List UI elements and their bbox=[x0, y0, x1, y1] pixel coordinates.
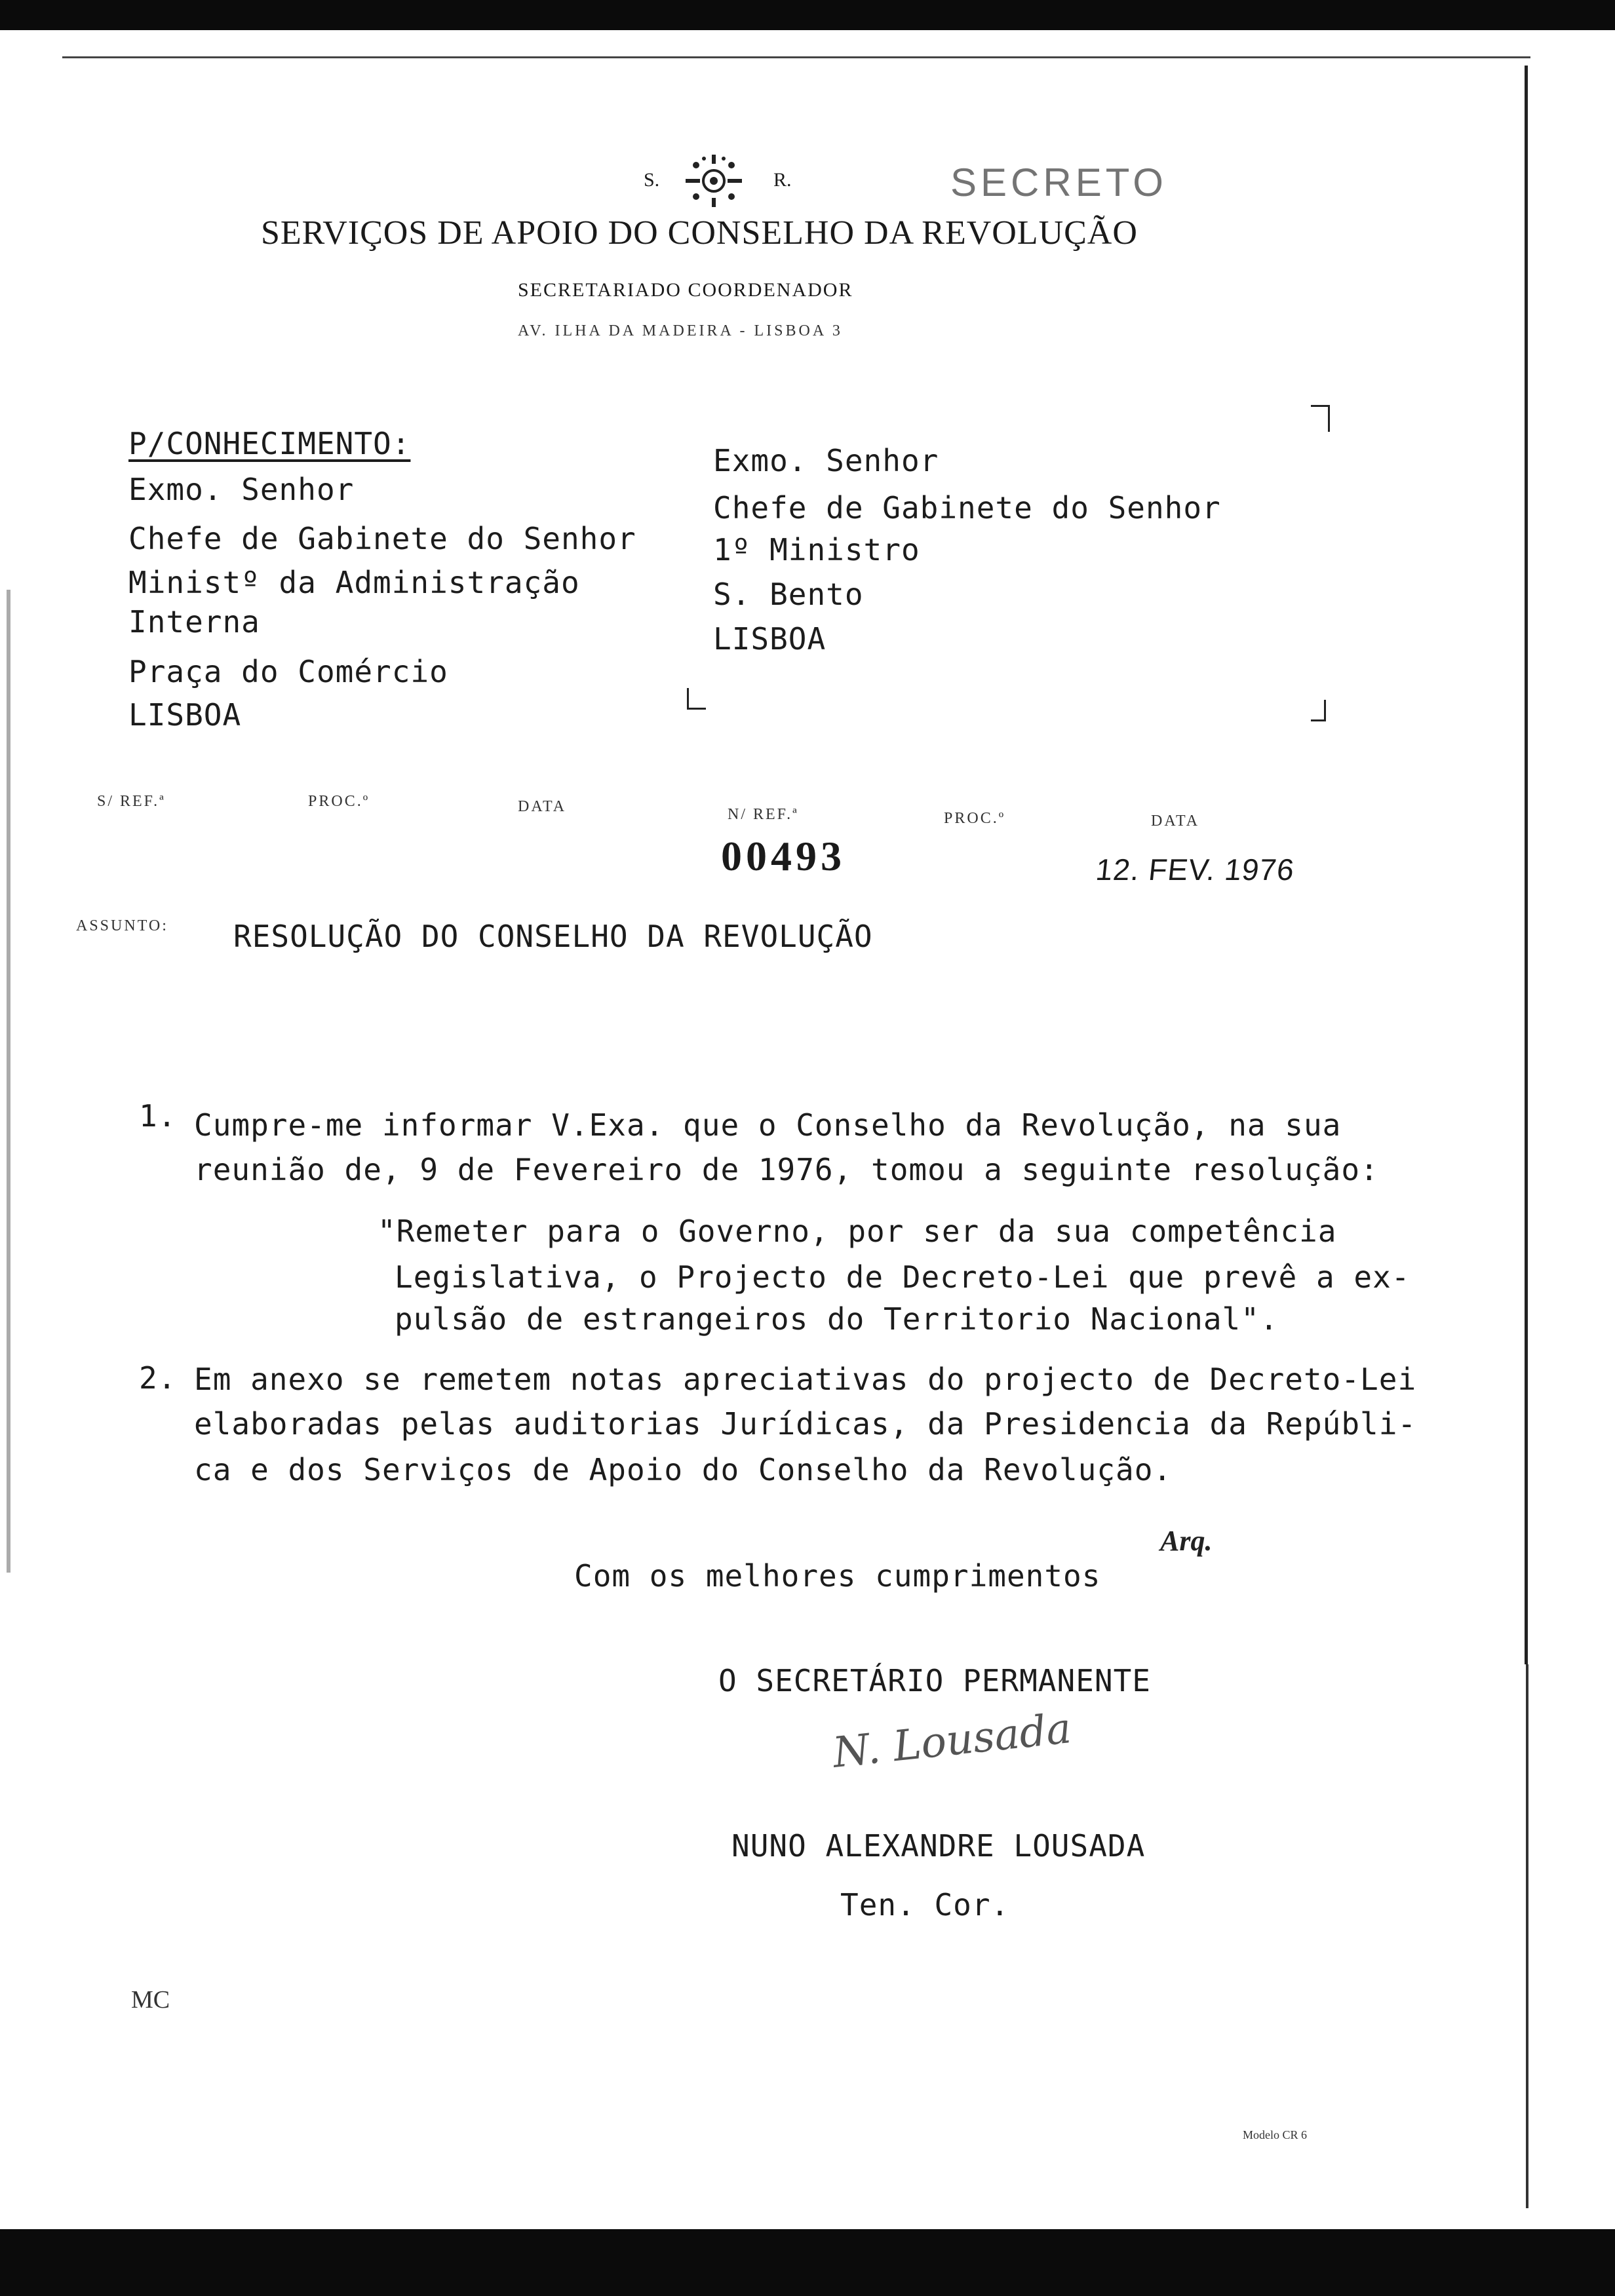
coat-of-arms-icon bbox=[671, 149, 756, 212]
paragraph-1-line-2: reunião de, 9 de Fevereiro de 1976, tomou a seguinte resolução: bbox=[194, 1152, 1379, 1187]
top-rule bbox=[62, 56, 1530, 58]
left-scan-edge bbox=[7, 590, 10, 1573]
organization-name: SERVIÇOS DE APOIO DO CONSELHO DA REVOLUÇÃO bbox=[261, 214, 1138, 252]
cc-line-5: Praça do Comércio bbox=[128, 654, 448, 689]
cc-line-3: Ministº da Administração bbox=[128, 565, 580, 600]
cc-line-1: Exmo. Senhor bbox=[128, 472, 355, 507]
scan-top-band bbox=[0, 0, 1615, 30]
date-label-1: DATA bbox=[518, 798, 567, 815]
bracket-bottom-right bbox=[1311, 700, 1326, 721]
quote-line-1: "Remeter para o Governo, por ser da sua competência bbox=[378, 1214, 1337, 1249]
right-margin-line bbox=[1525, 66, 1528, 1664]
proc-label-1: PROC.º bbox=[308, 793, 370, 810]
signature: N. Lousada bbox=[830, 1704, 1074, 1778]
emblem-left-letter: S. bbox=[644, 169, 660, 191]
signatory-rank: Ten. Cor. bbox=[840, 1887, 1010, 1923]
subject-label: ASSUNTO: bbox=[76, 917, 168, 934]
closing-greeting: Com os melhores cumprimentos bbox=[574, 1558, 1101, 1594]
handwritten-note: Arq. bbox=[1160, 1525, 1213, 1557]
date-stamp: 12. FEV. 1976 bbox=[1094, 852, 1296, 887]
recipient-line-3: 1º Ministro bbox=[713, 532, 920, 567]
typist-initials: MC bbox=[131, 1986, 170, 2014]
quote-line-2: Legislativa, o Projecto de Decreto-Lei que prevê a ex- bbox=[395, 1259, 1411, 1295]
recipient-line-1: Exmo. Senhor bbox=[713, 443, 939, 478]
paragraph-2-number: 2. bbox=[139, 1360, 177, 1396]
quote-line-3: pulsão de estrangeiros do Territorio Nacional". bbox=[395, 1301, 1279, 1337]
paragraph-2-line-3: ca e dos Serviços de Apoio do Conselho da Revolução. bbox=[194, 1452, 1173, 1487]
paragraph-2-line-1: Em anexo se remetem notas apreciativas do projecto de Decreto-Lei bbox=[194, 1362, 1417, 1397]
paragraph-1-number: 1. bbox=[139, 1098, 177, 1134]
proc-label-2: PROC.º bbox=[944, 810, 1006, 827]
sub-organization: SECRETARIADO COORDENADOR bbox=[518, 279, 853, 301]
recipient-line-2: Chefe de Gabinete do Senhor bbox=[713, 490, 1221, 526]
right-margin-line-lower bbox=[1526, 1664, 1528, 2208]
your-ref-label: S/ REF.ª bbox=[97, 793, 166, 810]
recipient-line-5: LISBOA bbox=[713, 621, 827, 657]
cc-line-2: Chefe de Gabinete do Senhor bbox=[128, 521, 636, 556]
cc-label: P/CONHECIMENTO: bbox=[128, 426, 411, 461]
cc-line-4: Interna bbox=[128, 604, 260, 640]
scan-bottom-band bbox=[0, 2229, 1615, 2296]
address-line: AV. ILHA DA MADEIRA - LISBOA 3 bbox=[518, 322, 843, 339]
form-model: Modelo CR 6 bbox=[1243, 2128, 1308, 2141]
cc-line-6: LISBOA bbox=[128, 697, 242, 733]
our-ref-label: N/ REF.ª bbox=[728, 806, 799, 823]
bracket-bottom-left bbox=[687, 688, 706, 710]
date-label-2: DATA bbox=[1151, 813, 1200, 830]
our-ref-number: 00493 bbox=[721, 833, 846, 879]
signatory-name: NUNO ALEXANDRE LOUSADA bbox=[731, 1828, 1146, 1864]
recipient-line-4: S. Bento bbox=[713, 577, 864, 612]
subject-text: RESOLUÇÃO DO CONSELHO DA REVOLUÇÃO bbox=[233, 919, 873, 954]
paragraph-2-line-2: elaboradas pelas auditorias Jurídicas, da Presidencia da Repúbli- bbox=[194, 1406, 1417, 1442]
bracket-top-right bbox=[1311, 405, 1330, 432]
classification-stamp: SECRETO bbox=[950, 161, 1167, 204]
signatory-title: O SECRETÁRIO PERMANENTE bbox=[718, 1663, 1151, 1698]
paragraph-1-line-1: Cumpre-me informar V.Exa. que o Conselho da Revolução, na sua bbox=[194, 1107, 1342, 1143]
emblem-right-letter: R. bbox=[773, 169, 792, 191]
